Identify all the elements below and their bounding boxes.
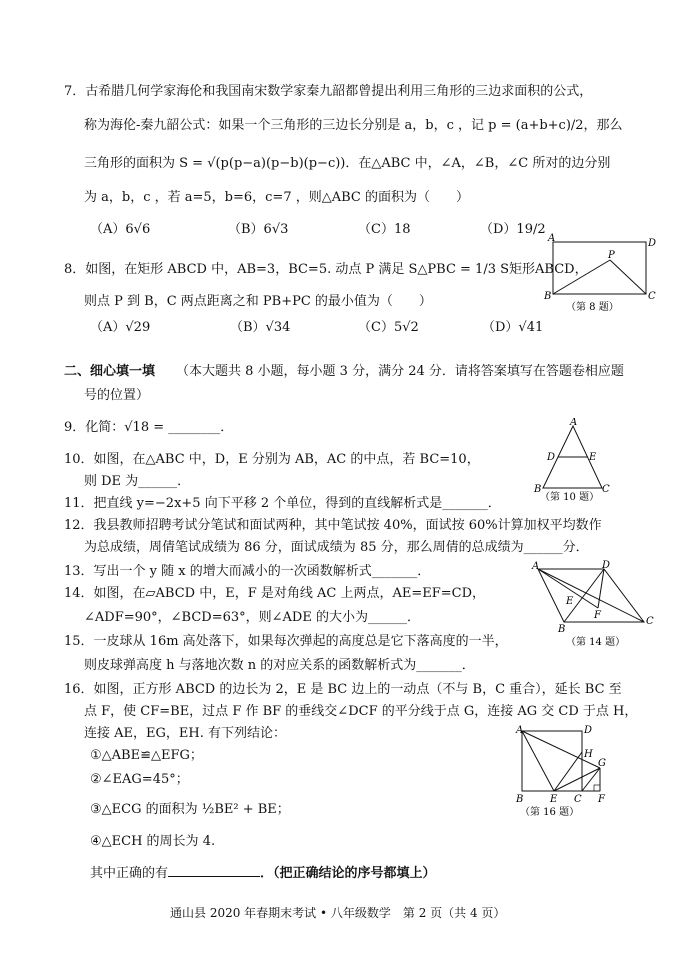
q16-conclusion-3: ③△ECG 的面积为 ½BE² + BE； bbox=[90, 802, 290, 817]
svg-text:D: D bbox=[602, 560, 611, 571]
q16-answer-blank bbox=[168, 864, 260, 877]
svg-text:E: E bbox=[566, 596, 574, 607]
q14-line1: 14．如图，在▱ABCD 中，E，F 是对角线 AC 上两点，AE=EF=CD， bbox=[64, 586, 486, 601]
q11-text: 11．把直线 y=−2x+5 向下平移 2 个单位，得到的直线解析式是_______． bbox=[64, 496, 501, 511]
svg-text:F: F bbox=[594, 610, 601, 621]
section2-title: 二、细心填一填 bbox=[64, 364, 156, 379]
q12-line2: 为总成绩，周倩笔试成绩为 86 分，面试成绩为 85 分，那么周倩的总成绩为______分． bbox=[84, 540, 589, 555]
q7-line4: 为 a，b，c ，若 a=5，b=6，c=7 ，则△ABC 的面积为（ ） bbox=[84, 190, 469, 205]
q16-conclusion-2: ②∠EAG=45°； bbox=[90, 772, 189, 787]
q7-line2: 称为海伦-秦九韶公式：如果一个三角形的三边长分别是 a，b，c ，记 p = (a+b+c)/2，那么 bbox=[84, 118, 623, 133]
svg-text:B: B bbox=[558, 624, 566, 635]
svg-text:E: E bbox=[550, 794, 558, 805]
svg-text:G: G bbox=[598, 758, 606, 769]
q16-figure-caption: （第 16 题） bbox=[520, 807, 580, 818]
svg-text:C: C bbox=[646, 616, 654, 627]
q16-conclusion-1: ①△ABE≌△EFG； bbox=[90, 748, 203, 763]
q12-line1: 12．我县教师招聘考试分笔试和面试两种，其中笔试按 40%，面试按 60%计算加权平均数作 bbox=[64, 518, 602, 533]
q15-line2: 则皮球弹高度 h 与落地次数 n 的对应关系的函数解析式为_______． bbox=[84, 658, 475, 673]
q8-option-a: （A）√29 bbox=[90, 320, 151, 335]
svg-text:C: C bbox=[602, 484, 610, 495]
q8-line2: 则点 P 到 B，C 两点距离之和 PB+PC 的最小值为（ ） bbox=[84, 294, 432, 309]
section2-desc-line1: （本大题共 8 小题，每小题 3 分，满分 24 分．请将答案填写在答题卷相应题 bbox=[176, 364, 624, 379]
q14-figure-caption: （第 14 题） bbox=[566, 637, 626, 648]
q7-option-a: （A）6√6 bbox=[90, 222, 151, 237]
section2-desc-line2: 号的位置） bbox=[84, 388, 150, 403]
q8-option-b: （B）√34 bbox=[230, 320, 291, 335]
q7-line3: 三角形的面积为 S = √(p(p−a)(p−b)(p−c))．在△ABC 中，∠A，∠B，∠C 所对的边分别 bbox=[84, 156, 611, 171]
q8-figure bbox=[540, 232, 660, 317]
q14-line2: ∠ADF=90°，∠BCD=63°，则∠ADE 的大小为______． bbox=[84, 610, 420, 625]
svg-text:E: E bbox=[589, 452, 597, 463]
q7-option-d: （D）19/2 bbox=[480, 222, 546, 237]
svg-text:C: C bbox=[574, 794, 582, 805]
q7-option-b: （B）6√3 bbox=[228, 222, 289, 237]
q16-figure bbox=[510, 722, 630, 822]
q10-line1: 10．如图，在△ABC 中，D，E 分别为 AB，AC 的中点，若 BC=10， bbox=[64, 452, 480, 467]
svg-text:A: A bbox=[570, 418, 578, 428]
svg-text:B: B bbox=[544, 291, 552, 302]
q10-figure-caption: （第 10 题） bbox=[540, 492, 600, 503]
q10-line2: 则 DE 为______． bbox=[84, 474, 191, 489]
svg-text:D: D bbox=[547, 452, 556, 463]
q16-line2: 点 F，使 CF=BE，过点 F 作 BF 的垂线交∠DCF 的平分线于点 G，连接 AG 交 CD 于点 H， bbox=[84, 704, 638, 719]
q10-figure bbox=[530, 418, 610, 503]
q13-text: 13．写出一个 y 随 x 的增大而减小的一次函数解析式_______． bbox=[64, 564, 431, 579]
svg-text:A: A bbox=[516, 725, 524, 736]
q7-option-c: （C）18 bbox=[358, 222, 411, 237]
q16-answer-line bbox=[90, 862, 436, 881]
svg-text:D: D bbox=[584, 725, 593, 736]
svg-text:H: H bbox=[584, 749, 593, 760]
q8-option-d: （D）√41 bbox=[482, 320, 544, 335]
svg-text:P: P bbox=[608, 250, 615, 261]
q16-answer-prefix: 其中正确的有 bbox=[90, 866, 169, 881]
q16-line3: 连接 AE，EG，EH. 有下列结论： bbox=[84, 726, 286, 741]
svg-text:B: B bbox=[534, 484, 542, 495]
page-footer: 通山县 2020 年春期末考试 • 八年级数学 第 2 页（共 4 页） bbox=[170, 906, 506, 920]
svg-text:D: D bbox=[648, 238, 657, 249]
q8-figure-caption: （第 8 题） bbox=[566, 302, 619, 313]
svg-text:A: A bbox=[548, 233, 556, 244]
svg-text:A: A bbox=[532, 561, 540, 572]
q16-line1: 16．如图，正方形 ABCD 的边长为 2，E 是 BC 边上的一动点（不与 B，C 重合），延长 BC 至 bbox=[64, 682, 622, 697]
q15-line1: 15．一皮球从 16m 高处落下，如果每次弹起的高度总是它下落高度的一半， bbox=[64, 634, 508, 649]
q16-conclusion-4: ④△ECH 的周长为 4. bbox=[90, 834, 216, 849]
q9-text: 9．化简：√18 = ________． bbox=[64, 420, 234, 435]
q16-answer-suffix: ．（把正确结论的序号都填上） bbox=[260, 866, 436, 881]
q8-line1: 8．如图，在矩形 ABCD 中，AB=3，BC=5. 动点 P 满足 S△PBC = 1/3 S矩形ABCD， bbox=[64, 262, 588, 277]
q14-figure bbox=[526, 560, 661, 650]
q8-option-c: （C）5√2 bbox=[358, 320, 419, 335]
q7-line1: 7．古希腊几何学家海伦和我国南宋数学家秦九韶都曾提出利用三角形的三边求面积的公式， bbox=[64, 84, 593, 99]
svg-text:C: C bbox=[648, 291, 656, 302]
svg-text:F: F bbox=[598, 794, 605, 805]
svg-text:B: B bbox=[516, 794, 524, 805]
